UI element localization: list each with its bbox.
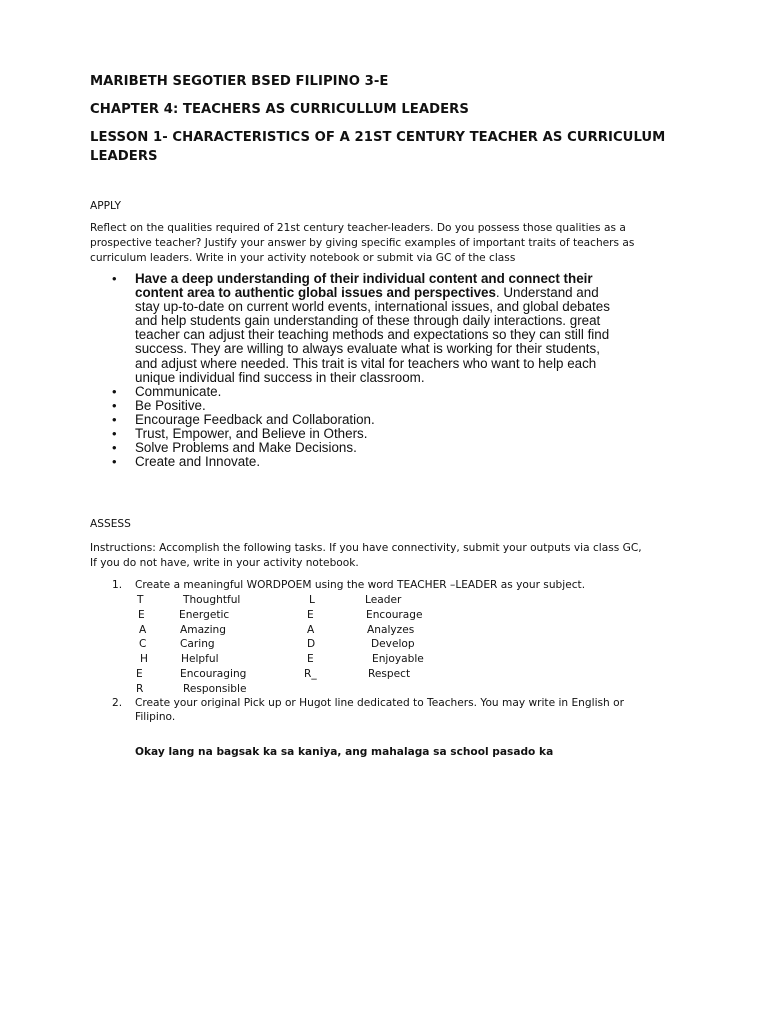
list-item-text: Encourage Feedback and Collaboration. <box>135 411 375 427</box>
bullet-text-line-2: . Understand and <box>495 285 599 301</box>
bullet-icon: • <box>112 411 117 427</box>
list-item-text: Create and Innovate. <box>135 454 261 470</box>
poem-right-letter: L <box>309 593 315 606</box>
bullet-bold-line-1: Have a deep understanding of their individual content and connect their <box>135 271 593 286</box>
poem-left-word: Encouraging <box>180 667 247 680</box>
poem-right-word: Encourage <box>366 608 423 621</box>
chapter-heading: CHAPTER 4: TEACHERS AS CURRICULLUM LEADERS <box>90 102 469 117</box>
task-1 <box>112 578 682 593</box>
task-1-number: 1. <box>112 579 123 591</box>
list-item-text: Be Positive. <box>135 397 206 413</box>
qualities-list <box>112 272 682 469</box>
list-item <box>112 399 682 413</box>
bullet-bold-line-2: content area to authentic global issues and perspectives <box>135 285 496 301</box>
hugot-line-answer: Okay lang na bagsak ka sa kaniya, ang mahalaga sa school pasado ka <box>135 745 554 758</box>
lesson-heading-line-2: LEADERS <box>90 149 158 164</box>
bullet-icon: • <box>112 440 117 456</box>
poem-right-word: Develop <box>371 637 415 650</box>
list-item <box>112 385 682 399</box>
list-item-text: Communicate. <box>135 383 222 399</box>
bullet-text-line-6: success. They are willing to always evaluate what is working for their students, <box>135 341 600 357</box>
poem-right-word: Leader <box>365 593 402 606</box>
poem-left-word: Helpful <box>181 652 219 665</box>
bullet-icon: • <box>112 454 117 470</box>
poem-left-letter: H <box>140 652 148 665</box>
bullet-icon: • <box>112 397 117 413</box>
assess-heading: ASSESS <box>90 518 131 530</box>
poem-right-letter: E <box>307 652 314 665</box>
apply-prompt-line-1: Reflect on the qualities required of 21st century teacher-leaders. Do you possess those qualities as a <box>90 222 626 234</box>
poem-left-word: Energetic <box>179 608 230 621</box>
apply-prompt <box>90 221 680 267</box>
apply-prompt-line-3: curriculum leaders. Write in your activity notebook or submit via GC of the class <box>90 252 516 265</box>
apply-heading: APPLY <box>90 200 121 212</box>
poem-left-word: Responsible <box>183 682 247 695</box>
bullet-icon: • <box>112 426 117 442</box>
word-poem <box>112 593 682 696</box>
task-2-number: 2. <box>112 696 123 709</box>
poem-left-word: Amazing <box>180 623 227 636</box>
poem-right-word: Respect <box>368 667 411 680</box>
poem-right-letter: E <box>307 608 314 621</box>
assess-instructions-line-2: If you do not have, write in your activity notebook. <box>90 557 359 570</box>
list-item <box>112 427 682 441</box>
task-2-line-1: Create your original Pick up or Hugot line dedicated to Teachers. You may write in English or <box>135 696 624 709</box>
poem-left-word: Caring <box>180 637 215 650</box>
bullet-text-line-3: stay up-to-date on current world events, international issues, and global debates <box>135 299 610 315</box>
bullet-icon: • <box>112 271 117 286</box>
task-1-text: Create a meaningful WORDPOEM using the word TEACHER –LEADER as your subject. <box>135 579 586 591</box>
list-item <box>112 413 682 427</box>
list-item <box>112 441 682 455</box>
list-item <box>112 272 682 385</box>
list-item-text: Solve Problems and Make Decisions. <box>135 440 357 456</box>
poem-right-letter: R_ <box>304 667 317 680</box>
author-heading: MARIBETH SEGOTIER BSED FILIPINO 3-E <box>90 74 389 89</box>
lesson-heading-line-1: LESSON 1- CHARACTERISTICS OF A 21ST CENTURY TEACHER AS CURRICULUM <box>90 130 666 145</box>
poem-left-letter: E <box>136 667 143 680</box>
poem-left-letter: C <box>139 637 147 650</box>
poem-right-word: Analyzes <box>367 623 415 636</box>
lesson-heading <box>90 128 690 166</box>
assess-instructions-line-1: Instructions: Accomplish the following tasks. If you have connectivity, submit your outputs via class GC, <box>90 542 642 554</box>
assess-instructions <box>90 541 690 571</box>
bullet-text-line-5: teacher can adjust their teaching methods and expectations so they can still find <box>135 327 610 343</box>
task-2-line-2: Filipino. <box>135 711 176 724</box>
bullet-icon: • <box>112 383 117 399</box>
poem-left-word: Thoughtful <box>183 593 241 606</box>
list-item <box>112 455 682 469</box>
task-2 <box>112 696 682 725</box>
poem-right-letter: D <box>307 637 316 650</box>
list-item-text: Trust, Empower, and Believe in Others. <box>135 426 368 442</box>
poem-left-letter: T <box>137 593 144 606</box>
poem-left-letter: E <box>138 608 145 621</box>
poem-right-letter: A <box>307 623 315 636</box>
poem-left-letter: R <box>136 682 144 695</box>
bullet-text-line-4: and help students gain understanding of these through daily interactions. great <box>135 313 601 329</box>
bullet-text-line-8: unique individual find success in their classroom. <box>135 369 425 385</box>
assess-tasks <box>112 578 682 725</box>
apply-prompt-line-2: prospective teacher? Justify your answer by giving specific examples of important traits of teachers as <box>90 237 635 250</box>
poem-right-word: Enjoyable <box>372 652 424 665</box>
bullet-text-line-7: and adjust where needed. This trait is vital for teachers who want to help each <box>135 355 597 371</box>
poem-left-letter: A <box>139 623 147 636</box>
